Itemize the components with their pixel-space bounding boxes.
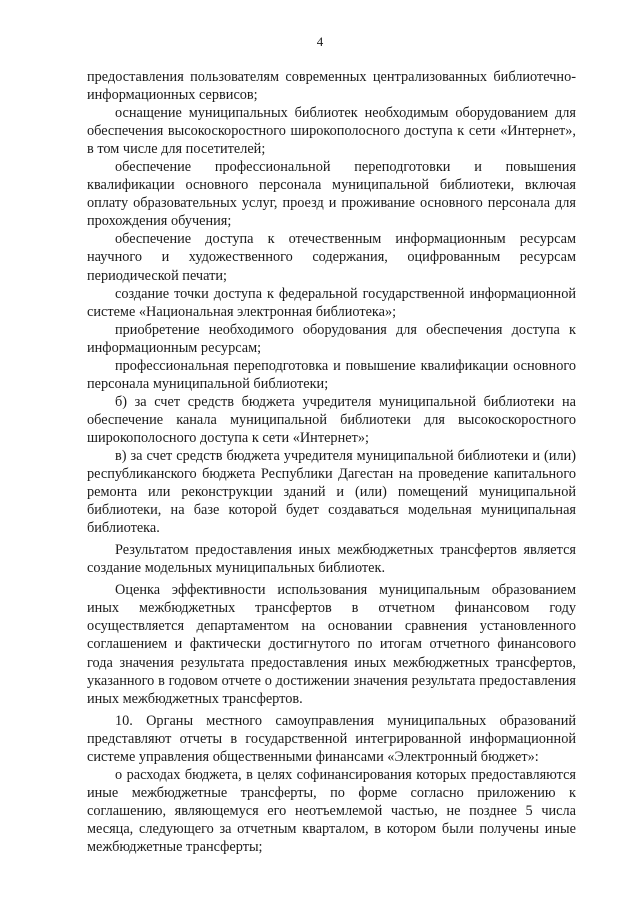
paragraph: обеспечение профессиональной переподготовки и повышения квалификации основного персонала муниципальной библиотеки, включая оплату образовательных услуг, проезд и проживание основного персонала для прохождения обучения; xyxy=(87,159,576,230)
page-number: 4 xyxy=(316,34,324,49)
paragraph: приобретение необходимого оборудования для обеспечения доступа к информационным ресурсам; xyxy=(87,321,576,356)
paragraph: создание точки доступа к федеральной государственной информационной системе «Национальная электронная библиотека»; xyxy=(87,285,576,320)
paragraph: Результатом предоставления иных межбюджетных трансфертов является создание модельных муниципальных библиотек. xyxy=(87,542,576,577)
paragraph: 10. Органы местного самоуправления муниципальных образований представляют отчеты в государственной интегрированной информационной системе управления общественными финансами «Электронный бюджет»: xyxy=(87,712,576,765)
paragraph: предоставления пользователям современных централизованных библиотечно-информационных сервисов; xyxy=(87,69,576,104)
paragraph: Оценка эффективности использования муниципальным образованием иных межбюджетных трансфертов в отчетном финансовом году осуществляется департаментом на основании сравнения установленного соглашением и фактически достигнутого по итогам отчетного финансового года значения результата предоставления иных межбюджетных трансфертов, указанного в годовом отчете о достижении значения результата предоставления иных межбюджетных трансфертов. xyxy=(87,582,576,707)
paragraph: профессиональная переподготовка и повышение квалификации основного персонала муниципальной библиотеки; xyxy=(87,357,576,392)
paragraph: в) за счет средств бюджета учредителя муниципальной библиотеки и (или) республиканского бюджета Республики Дагестан на проведение капитального ремонта или реконструкции зданий и (или) помещений муниципальной библиотеки, на базе которой будет создаваться модельная муниципальная библиотека. xyxy=(87,447,576,537)
paragraph: оснащение муниципальных библиотек необходимым оборудованием для обеспечения высокоскоростного широкополосного доступа к сети «Интернет», в том числе для посетителей; xyxy=(87,105,576,158)
paragraph: о расходах бюджета, в целях софинансирования которых предоставляются иные межбюджетные трансферты, по форме согласно приложению к соглашению, являющемуся его неотъемлемой частью, не позднее 5 числа месяца, следующего за отчетным кварталом, в котором были получены иные межбюджетные трансферты; xyxy=(87,766,576,855)
document-body xyxy=(87,68,576,856)
paragraph: обеспечение доступа к отечественным информационным ресурсам научного и художественного содержания, оцифрованным ресурсам периодической печати; xyxy=(87,231,576,284)
paragraph: б) за счет средств бюджета учредителя муниципальной библиотеки на обеспечение канала муниципальной библиотеки для высокоскоростного широкополосного доступа к сети «Интернет»; xyxy=(87,393,576,446)
